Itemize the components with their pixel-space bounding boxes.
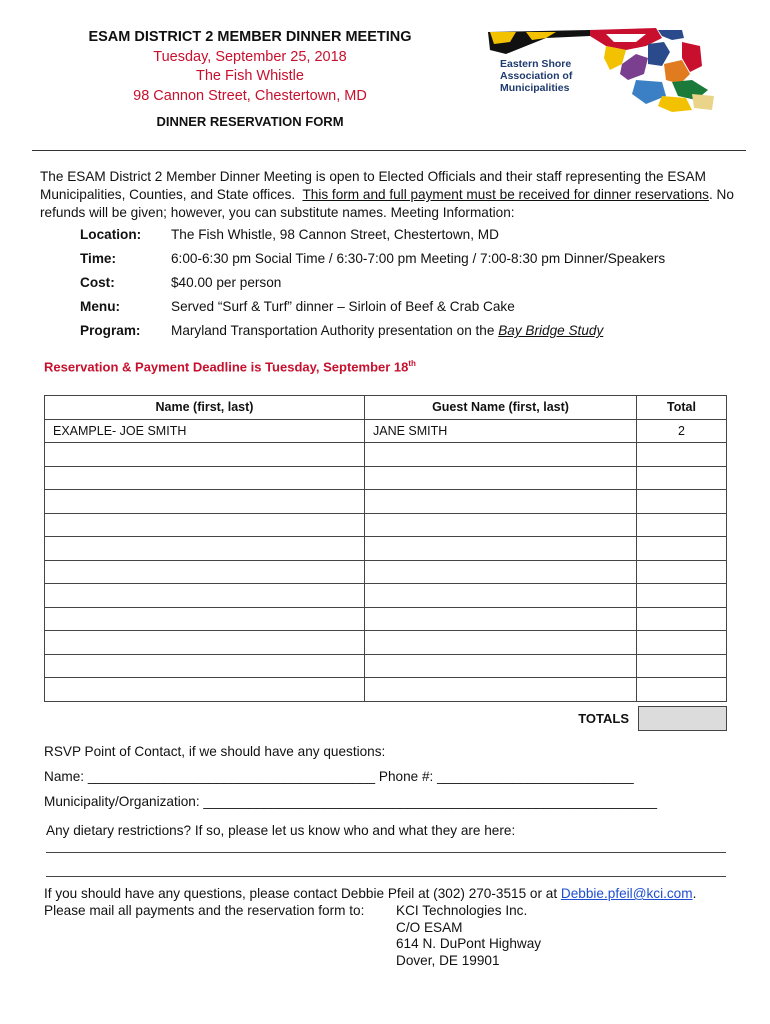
table-row — [45, 513, 727, 537]
col-total-header: Total — [637, 396, 727, 420]
name-cell[interactable] — [45, 584, 365, 608]
guest-cell[interactable] — [365, 560, 637, 584]
example-name: EXAMPLE- JOE SMITH — [45, 419, 365, 443]
guest-cell[interactable] — [365, 513, 637, 537]
guest-cell[interactable] — [365, 631, 637, 655]
event-venue: The Fish Whistle — [196, 68, 304, 84]
name-cell[interactable] — [45, 654, 365, 678]
totals-label: TOTALS — [578, 711, 629, 726]
name-cell[interactable] — [45, 513, 365, 537]
intro-underlined: This form and full payment must be received for dinner reservations — [302, 187, 709, 202]
col-name-header: Name (first, last) — [45, 396, 365, 420]
logo-text: Eastern Shore Association of Municipalities — [500, 58, 573, 94]
name-cell[interactable] — [45, 560, 365, 584]
table-row — [45, 443, 727, 467]
table-row-example — [45, 419, 727, 443]
name-cell[interactable] — [45, 607, 365, 631]
total-cell[interactable] — [637, 537, 727, 561]
example-guest: JANE SMITH — [365, 419, 637, 443]
rsvp-organization-line[interactable]: Municipality/Organization: ____________________________________________________________ — [44, 794, 658, 809]
table-row — [45, 631, 727, 655]
address-line: 614 N. DuPont Highway — [396, 936, 542, 952]
total-cell[interactable] — [637, 654, 727, 678]
dietary-question: Any dietary restrictions? If so, please let us know who and what they are here: — [46, 823, 516, 838]
mail-instruction: Please mail all payments and the reservation form to: — [44, 903, 365, 918]
name-cell[interactable] — [45, 537, 365, 561]
address-line: Dover, DE 19901 — [396, 952, 500, 968]
example-total: 2 — [637, 419, 727, 443]
dietary-answer-line-1[interactable] — [46, 852, 726, 853]
col-guest-header: Guest Name (first, last) — [365, 396, 637, 420]
name-cell[interactable] — [45, 631, 365, 655]
deadline-notice: Reservation & Payment Deadline is Tuesday, September 18th — [44, 359, 416, 375]
table-row — [45, 678, 727, 702]
bay-bridge-study-link[interactable]: Bay Bridge Study — [498, 323, 604, 338]
total-cell[interactable] — [637, 513, 727, 537]
total-cell[interactable] — [637, 607, 727, 631]
reservation-table — [44, 395, 727, 702]
total-cell[interactable] — [637, 490, 727, 514]
guest-cell[interactable] — [365, 490, 637, 514]
total-cell[interactable] — [637, 443, 727, 467]
total-cell[interactable] — [637, 466, 727, 490]
table-row — [45, 654, 727, 678]
table-row — [45, 490, 727, 514]
guest-cell[interactable] — [365, 607, 637, 631]
total-cell[interactable] — [637, 584, 727, 608]
dietary-answer-line-2[interactable] — [46, 876, 726, 877]
contact-line: If you should have any questions, please contact Debbie Pfeil at (302) 270-3515 or at Debbie.pfeil@kci.com. — [44, 886, 697, 901]
header-divider — [32, 150, 746, 151]
event-title: ESAM DISTRICT 2 MEMBER DINNER MEETING — [88, 29, 412, 45]
table-row — [45, 607, 727, 631]
guest-cell[interactable] — [365, 654, 637, 678]
totals-field[interactable] — [638, 706, 727, 731]
guest-cell[interactable] — [365, 443, 637, 467]
address-line: C/O ESAM — [396, 919, 463, 935]
address-line: KCI Technologies Inc. — [396, 903, 528, 918]
total-cell[interactable] — [637, 560, 727, 584]
mailing-address — [396, 903, 541, 969]
totals-row — [44, 706, 727, 731]
guest-cell[interactable] — [365, 678, 637, 702]
table-row — [45, 537, 727, 561]
guest-cell[interactable] — [365, 584, 637, 608]
name-cell[interactable] — [45, 443, 365, 467]
esam-logo — [486, 24, 718, 116]
intro-paragraph: The ESAM District 2 Member Dinner Meeting is open to Elected Officials and their staff representing the ESAM Municipalities, Counties, and State offices. This form and full payment must be received for dinner reservations. No refunds will be given; however, you can substitute names. Meeting Information: — [40, 169, 734, 220]
form-title: DINNER RESERVATION FORM — [156, 114, 344, 129]
event-date: Tuesday, September 25, 2018 — [153, 48, 347, 65]
table-header-row — [45, 396, 727, 420]
rsvp-name-phone-line[interactable]: Name: ______________________________________ Phone #: __________________________ — [44, 769, 634, 784]
name-cell[interactable] — [45, 678, 365, 702]
guest-cell[interactable] — [365, 537, 637, 561]
rsvp-heading: RSVP Point of Contact, if we should have any questions: — [44, 744, 386, 759]
total-cell[interactable] — [637, 678, 727, 702]
event-header — [60, 28, 440, 106]
total-cell[interactable] — [637, 631, 727, 655]
event-address: 98 Cannon Street, Chestertown, MD — [133, 87, 367, 104]
name-cell[interactable] — [45, 490, 365, 514]
table-row — [45, 560, 727, 584]
table-row — [45, 466, 727, 490]
table-row — [45, 584, 727, 608]
name-cell[interactable] — [45, 466, 365, 490]
guest-cell[interactable] — [365, 466, 637, 490]
contact-email-link[interactable]: Debbie.pfeil@kci.com — [560, 886, 693, 901]
